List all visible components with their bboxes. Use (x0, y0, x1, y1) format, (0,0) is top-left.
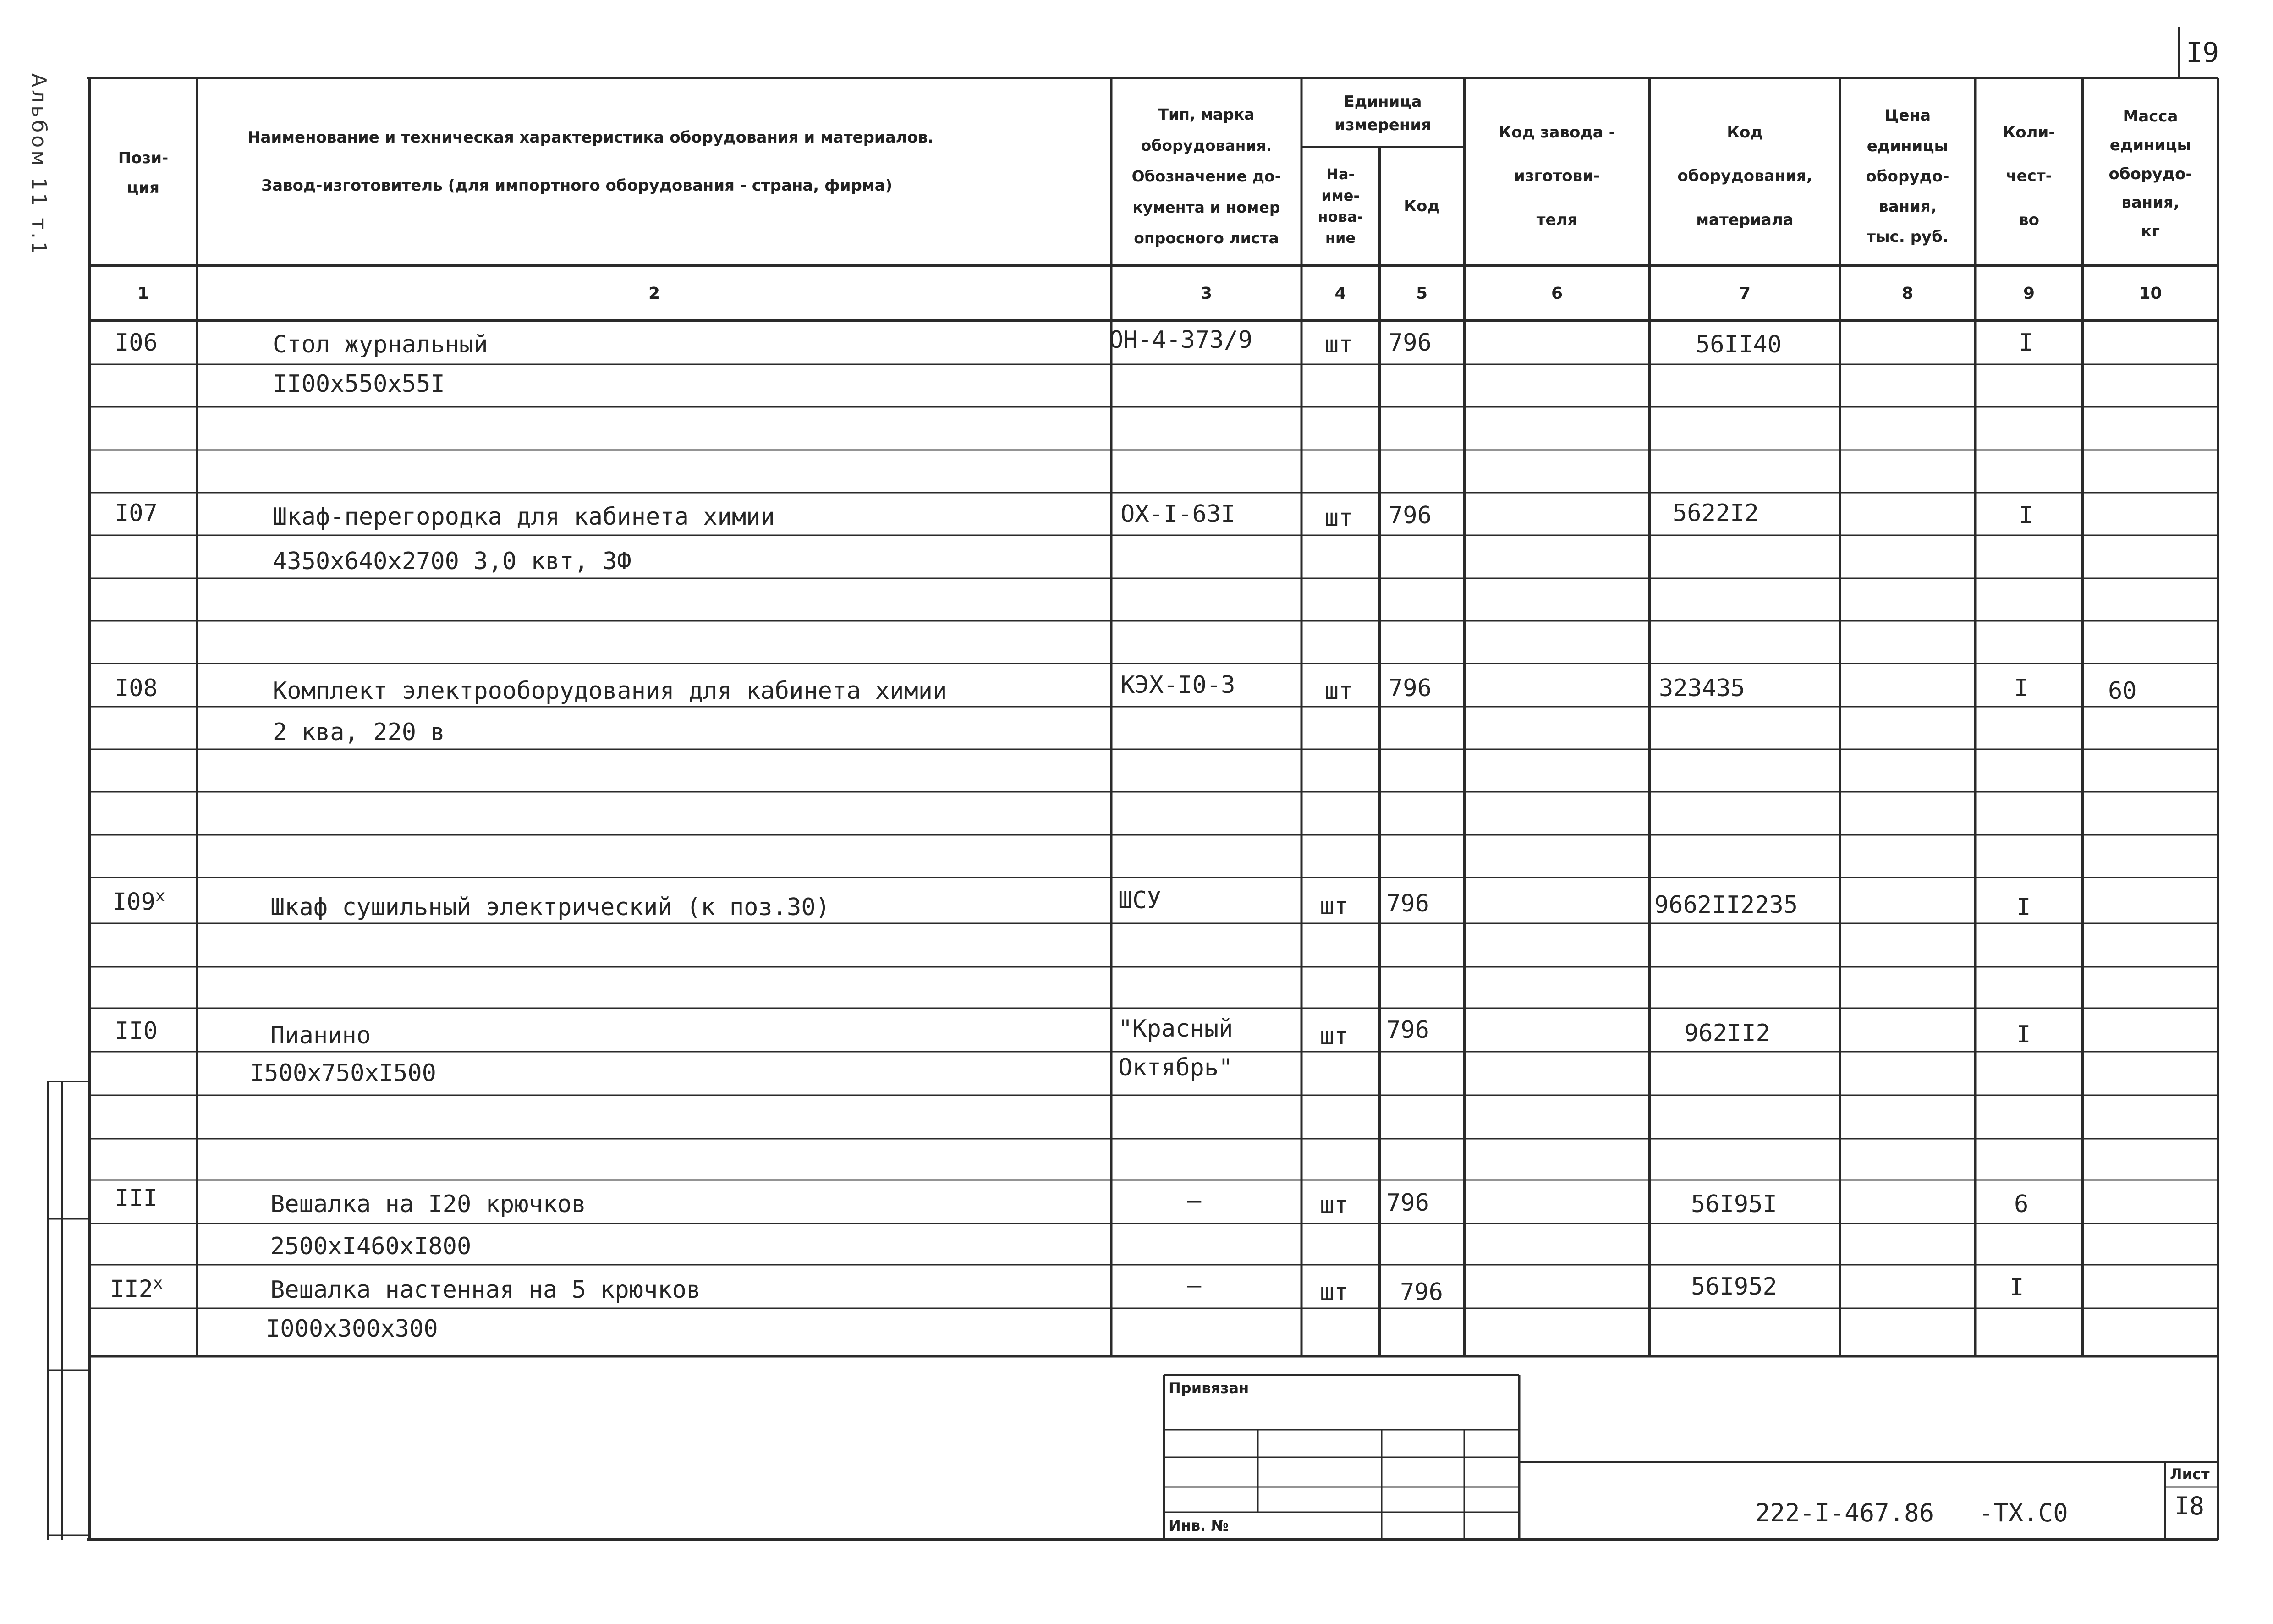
table-row-equipment-code: 9662II2235 (1654, 891, 1798, 919)
table-row-name: I500x750xI500 (250, 1059, 436, 1087)
position-mark: x (153, 1274, 163, 1293)
sheet-number: I8 (2174, 1492, 2205, 1520)
col-number: 9 (2023, 284, 2035, 303)
table-row-name: Вешалка настенная на 5 крючков (270, 1276, 701, 1304)
bound-label: Привязан (1169, 1379, 1249, 1397)
table-row-quantity: I (2019, 329, 2033, 357)
table-row-unit: шт (1324, 331, 1353, 358)
table-row-name: II00x550x55I (273, 370, 445, 398)
header-quantity: Коли- чест- во (2003, 123, 2055, 229)
table-row-name: Пианино (270, 1022, 371, 1049)
table-row-type: КЭХ-I0-3 (1120, 671, 1235, 699)
table-row-unit: шт (1320, 1191, 1349, 1219)
table-row-unit: шт (1320, 1023, 1349, 1050)
table-row-position: II0 (115, 1017, 158, 1045)
position-number: II2 (110, 1275, 153, 1303)
header-mass: Масса единицы оборудо- вания, кг (2108, 107, 2192, 241)
table-row-position (112, 887, 165, 916)
col-number: 10 (2139, 284, 2162, 303)
table-row-code: 796 (1389, 329, 1432, 357)
col-number: 2 (648, 284, 660, 303)
table-row-type: ОХ-I-63I (1120, 500, 1235, 528)
table-row-unit: шт (1324, 677, 1353, 705)
table-row-code: 796 (1386, 1016, 1429, 1044)
table-row-equipment-code: 323435 (1659, 675, 1745, 702)
header-position: Пози- ция (118, 148, 169, 197)
header-unit-name: На- име- нова- ние (1318, 165, 1363, 247)
table-row-position: III (115, 1185, 158, 1212)
table-row-equipment-code: 5622I2 (1673, 499, 1759, 527)
table-row-code: 796 (1386, 890, 1429, 917)
table-row-name: Комплект электрооборудования для кабинета химии (273, 677, 947, 705)
col-number: 4 (1334, 284, 1346, 303)
inventory-number-label: Инв. № (1169, 1517, 1229, 1534)
table-row-position: I07 (115, 499, 158, 527)
table-row-quantity: I (2019, 502, 2033, 529)
header-unit: Единица измерения (1334, 93, 1431, 134)
header-factory-code: Код завода - изготови- теля (1499, 123, 1615, 229)
table-row-equipment-code: 56II40 (1696, 331, 1782, 358)
header-type: Тип, марка оборудования. Обозначение до- кумента и номер опросного листа (1131, 105, 1281, 247)
header-equipment-code: Код оборудования, материала (1677, 123, 1812, 229)
table-row-name: I000x300x300 (266, 1315, 438, 1343)
table-row-name: 2 ква, 220 в (273, 719, 445, 746)
sheet-label: Лист (2170, 1465, 2210, 1483)
table-row-type: — (1187, 1272, 1202, 1299)
position-number: I09 (112, 888, 155, 916)
album-label: Альбом 11 т.1 (27, 73, 50, 257)
header-name-line2: Завод-изготовитель (для импортного оборудования - страна, фирма) (261, 176, 893, 195)
position-mark: x (155, 887, 165, 905)
table-row-unit: шт (1320, 1278, 1349, 1306)
header-unit-code: Код (1404, 197, 1440, 215)
table-row-code: 796 (1389, 502, 1432, 529)
table-row-name: Шкаф-перегородка для кабинета химии (273, 503, 775, 531)
col-number: 7 (1739, 284, 1751, 303)
table-row-name: Вешалка на I20 крючков (270, 1191, 586, 1218)
table-row-position: I06 (115, 329, 158, 357)
table-row-equipment-code: 56I952 (1691, 1273, 1777, 1300)
table-row-type: "Красный (1118, 1015, 1233, 1042)
header-price: Цена единицы оборудо- вания, тыс. руб. (1866, 106, 1949, 247)
table-row-name: Шкаф сушильный электрический (к поз.30) (270, 894, 830, 921)
col-number: 3 (1200, 284, 1213, 303)
table-row-name: 2500xI460xI800 (270, 1233, 472, 1260)
table-row-code: 796 (1386, 1189, 1429, 1217)
table-row-position: I08 (115, 675, 158, 702)
table-row-unit: шт (1324, 504, 1353, 532)
header-name-line1: Наименование и техническая характеристика оборудования и материалов. (247, 128, 934, 147)
col-number: 5 (1416, 284, 1428, 303)
table-row-equipment-code: 962II2 (1684, 1020, 1770, 1047)
table-row-position (110, 1274, 163, 1303)
table-row-code: 796 (1400, 1278, 1443, 1306)
table-row-equipment-code: 56I95I (1691, 1191, 1777, 1218)
col-number: 1 (137, 284, 149, 303)
table-row-code: 796 (1389, 675, 1432, 702)
page-number: I9 (2186, 37, 2219, 69)
document-code: 222-I-467.86 -ТХ.С0 (1755, 1498, 2068, 1527)
table-row-unit: шт (1320, 893, 1349, 920)
table-row-name: Стол журнальный (273, 331, 488, 358)
table-row-name: 4350x640x2700 3,0 квт, 3Ф (273, 548, 631, 575)
table-row-quantity: I (2009, 1274, 2024, 1301)
col-number: 6 (1551, 284, 1563, 303)
table-row-quantity: 6 (2014, 1191, 2029, 1218)
table-row-quantity: I (2016, 1021, 2031, 1048)
table-row-type: — (1187, 1187, 1202, 1214)
table-row-quantity: I (2014, 675, 2029, 702)
table-row-type: ШСУ (1118, 887, 1161, 914)
table-row-mass: 60 (2108, 677, 2137, 705)
table-row-type: Октябрь" (1118, 1054, 1233, 1081)
table-row-quantity: I (2016, 894, 2031, 921)
table-row-type: ОН-4-373/9 (1109, 326, 1253, 354)
col-number: 8 (1901, 284, 1914, 303)
